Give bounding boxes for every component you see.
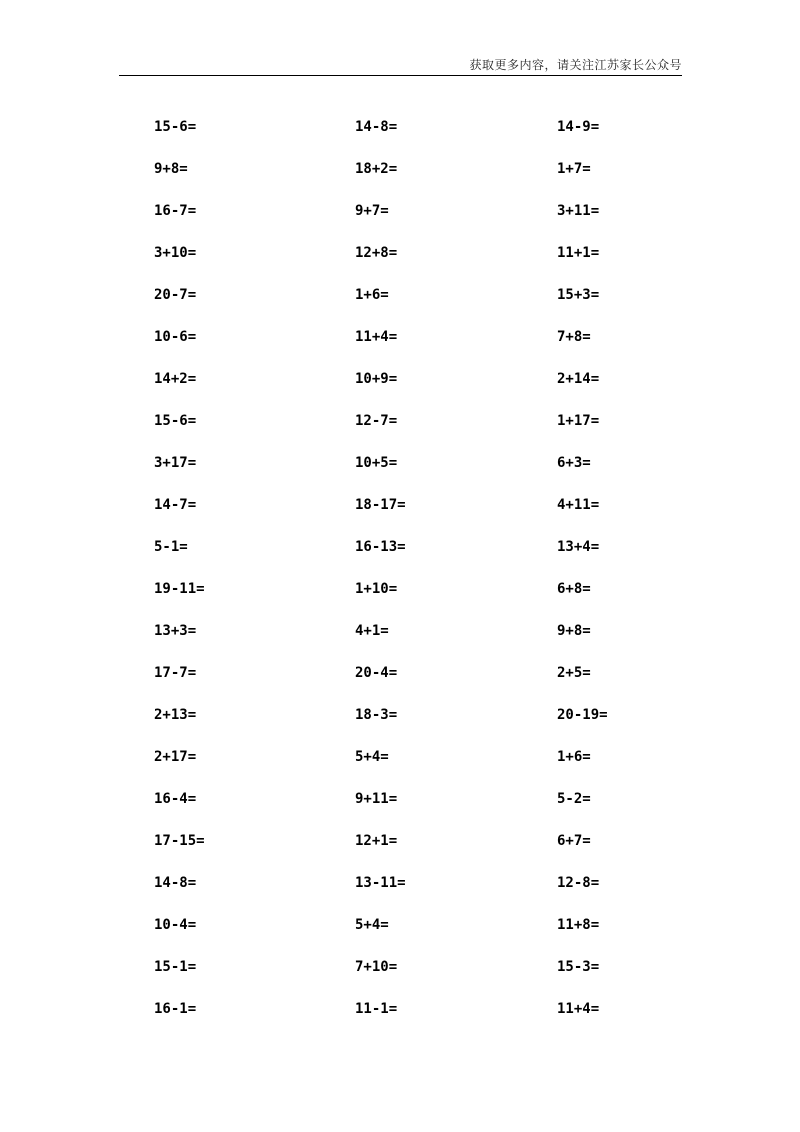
problem-row [0, 244, 800, 286]
arithmetic-problem: 12+1= [355, 833, 398, 849]
arithmetic-problem: 13+3= [154, 623, 197, 639]
arithmetic-problem: 1+6= [557, 749, 591, 765]
arithmetic-problem: 3+17= [154, 455, 197, 471]
arithmetic-problem: 5-2= [557, 791, 591, 807]
arithmetic-problem: 16-4= [154, 791, 197, 807]
arithmetic-problem: 1+7= [557, 161, 591, 177]
arithmetic-problem: 12-8= [557, 875, 600, 891]
arithmetic-problem: 10-6= [154, 329, 197, 345]
problem-row [0, 286, 800, 328]
arithmetic-problem: 11-1= [355, 1001, 398, 1017]
arithmetic-problem: 20-4= [355, 665, 398, 681]
problem-row [0, 748, 800, 790]
header-text: 获取更多内容，请关注江苏家长公众号 [469, 58, 682, 72]
problem-row [0, 496, 800, 538]
arithmetic-problem: 11+4= [355, 329, 398, 345]
arithmetic-problem: 2+17= [154, 749, 197, 765]
problem-row [0, 118, 800, 160]
problem-row [0, 790, 800, 832]
problem-grid [0, 118, 800, 1042]
arithmetic-problem: 12-7= [355, 413, 398, 429]
problem-row [0, 454, 800, 496]
problem-row [0, 664, 800, 706]
problem-row [0, 160, 800, 202]
arithmetic-problem: 14+2= [154, 371, 197, 387]
arithmetic-problem: 9+11= [355, 791, 398, 807]
problem-row [0, 832, 800, 874]
arithmetic-problem: 14-8= [154, 875, 197, 891]
problem-row [0, 412, 800, 454]
arithmetic-problem: 1+17= [557, 413, 600, 429]
arithmetic-problem: 4+1= [355, 623, 389, 639]
arithmetic-problem: 13-11= [355, 875, 406, 891]
arithmetic-problem: 13+4= [557, 539, 600, 555]
arithmetic-problem: 5+4= [355, 749, 389, 765]
header-divider [119, 75, 682, 76]
arithmetic-problem: 20-7= [154, 287, 197, 303]
arithmetic-problem: 15-6= [154, 413, 197, 429]
arithmetic-problem: 11+8= [557, 917, 600, 933]
arithmetic-problem: 6+3= [557, 455, 591, 471]
arithmetic-problem: 3+10= [154, 245, 197, 261]
arithmetic-problem: 15-6= [154, 119, 197, 135]
arithmetic-problem: 14-9= [557, 119, 600, 135]
arithmetic-problem: 20-19= [557, 707, 608, 723]
arithmetic-problem: 9+8= [557, 623, 591, 639]
problem-row [0, 916, 800, 958]
arithmetic-problem: 18-17= [355, 497, 406, 513]
arithmetic-problem: 1+10= [355, 581, 398, 597]
arithmetic-problem: 15+3= [557, 287, 600, 303]
problem-row [0, 370, 800, 412]
arithmetic-problem: 2+13= [154, 707, 197, 723]
arithmetic-problem: 10+5= [355, 455, 398, 471]
problem-row [0, 580, 800, 622]
arithmetic-problem: 5+4= [355, 917, 389, 933]
problem-row [0, 1000, 800, 1042]
problem-row [0, 622, 800, 664]
problem-row [0, 874, 800, 916]
arithmetic-problem: 6+7= [557, 833, 591, 849]
arithmetic-problem: 9+8= [154, 161, 188, 177]
arithmetic-problem: 9+7= [355, 203, 389, 219]
arithmetic-problem: 12+8= [355, 245, 398, 261]
arithmetic-problem: 7+10= [355, 959, 398, 975]
arithmetic-problem: 15-1= [154, 959, 197, 975]
arithmetic-problem: 14-7= [154, 497, 197, 513]
problem-row [0, 958, 800, 1000]
arithmetic-problem: 4+11= [557, 497, 600, 513]
arithmetic-problem: 14-8= [355, 119, 398, 135]
arithmetic-problem: 2+14= [557, 371, 600, 387]
arithmetic-problem: 16-1= [154, 1001, 197, 1017]
arithmetic-problem: 16-13= [355, 539, 406, 555]
arithmetic-problem: 7+8= [557, 329, 591, 345]
arithmetic-problem: 5-1= [154, 539, 188, 555]
arithmetic-problem: 16-7= [154, 203, 197, 219]
arithmetic-problem: 11+4= [557, 1001, 600, 1017]
arithmetic-problem: 15-3= [557, 959, 600, 975]
problem-row [0, 328, 800, 370]
arithmetic-problem: 18+2= [355, 161, 398, 177]
arithmetic-problem: 17-7= [154, 665, 197, 681]
arithmetic-problem: 2+5= [557, 665, 591, 681]
arithmetic-problem: 10-4= [154, 917, 197, 933]
problem-row [0, 538, 800, 580]
problem-row [0, 202, 800, 244]
arithmetic-problem: 19-11= [154, 581, 205, 597]
arithmetic-problem: 10+9= [355, 371, 398, 387]
arithmetic-problem: 17-15= [154, 833, 205, 849]
arithmetic-problem: 1+6= [355, 287, 389, 303]
problem-row [0, 706, 800, 748]
arithmetic-problem: 18-3= [355, 707, 398, 723]
arithmetic-problem: 6+8= [557, 581, 591, 597]
arithmetic-problem: 3+11= [557, 203, 600, 219]
arithmetic-problem: 11+1= [557, 245, 600, 261]
